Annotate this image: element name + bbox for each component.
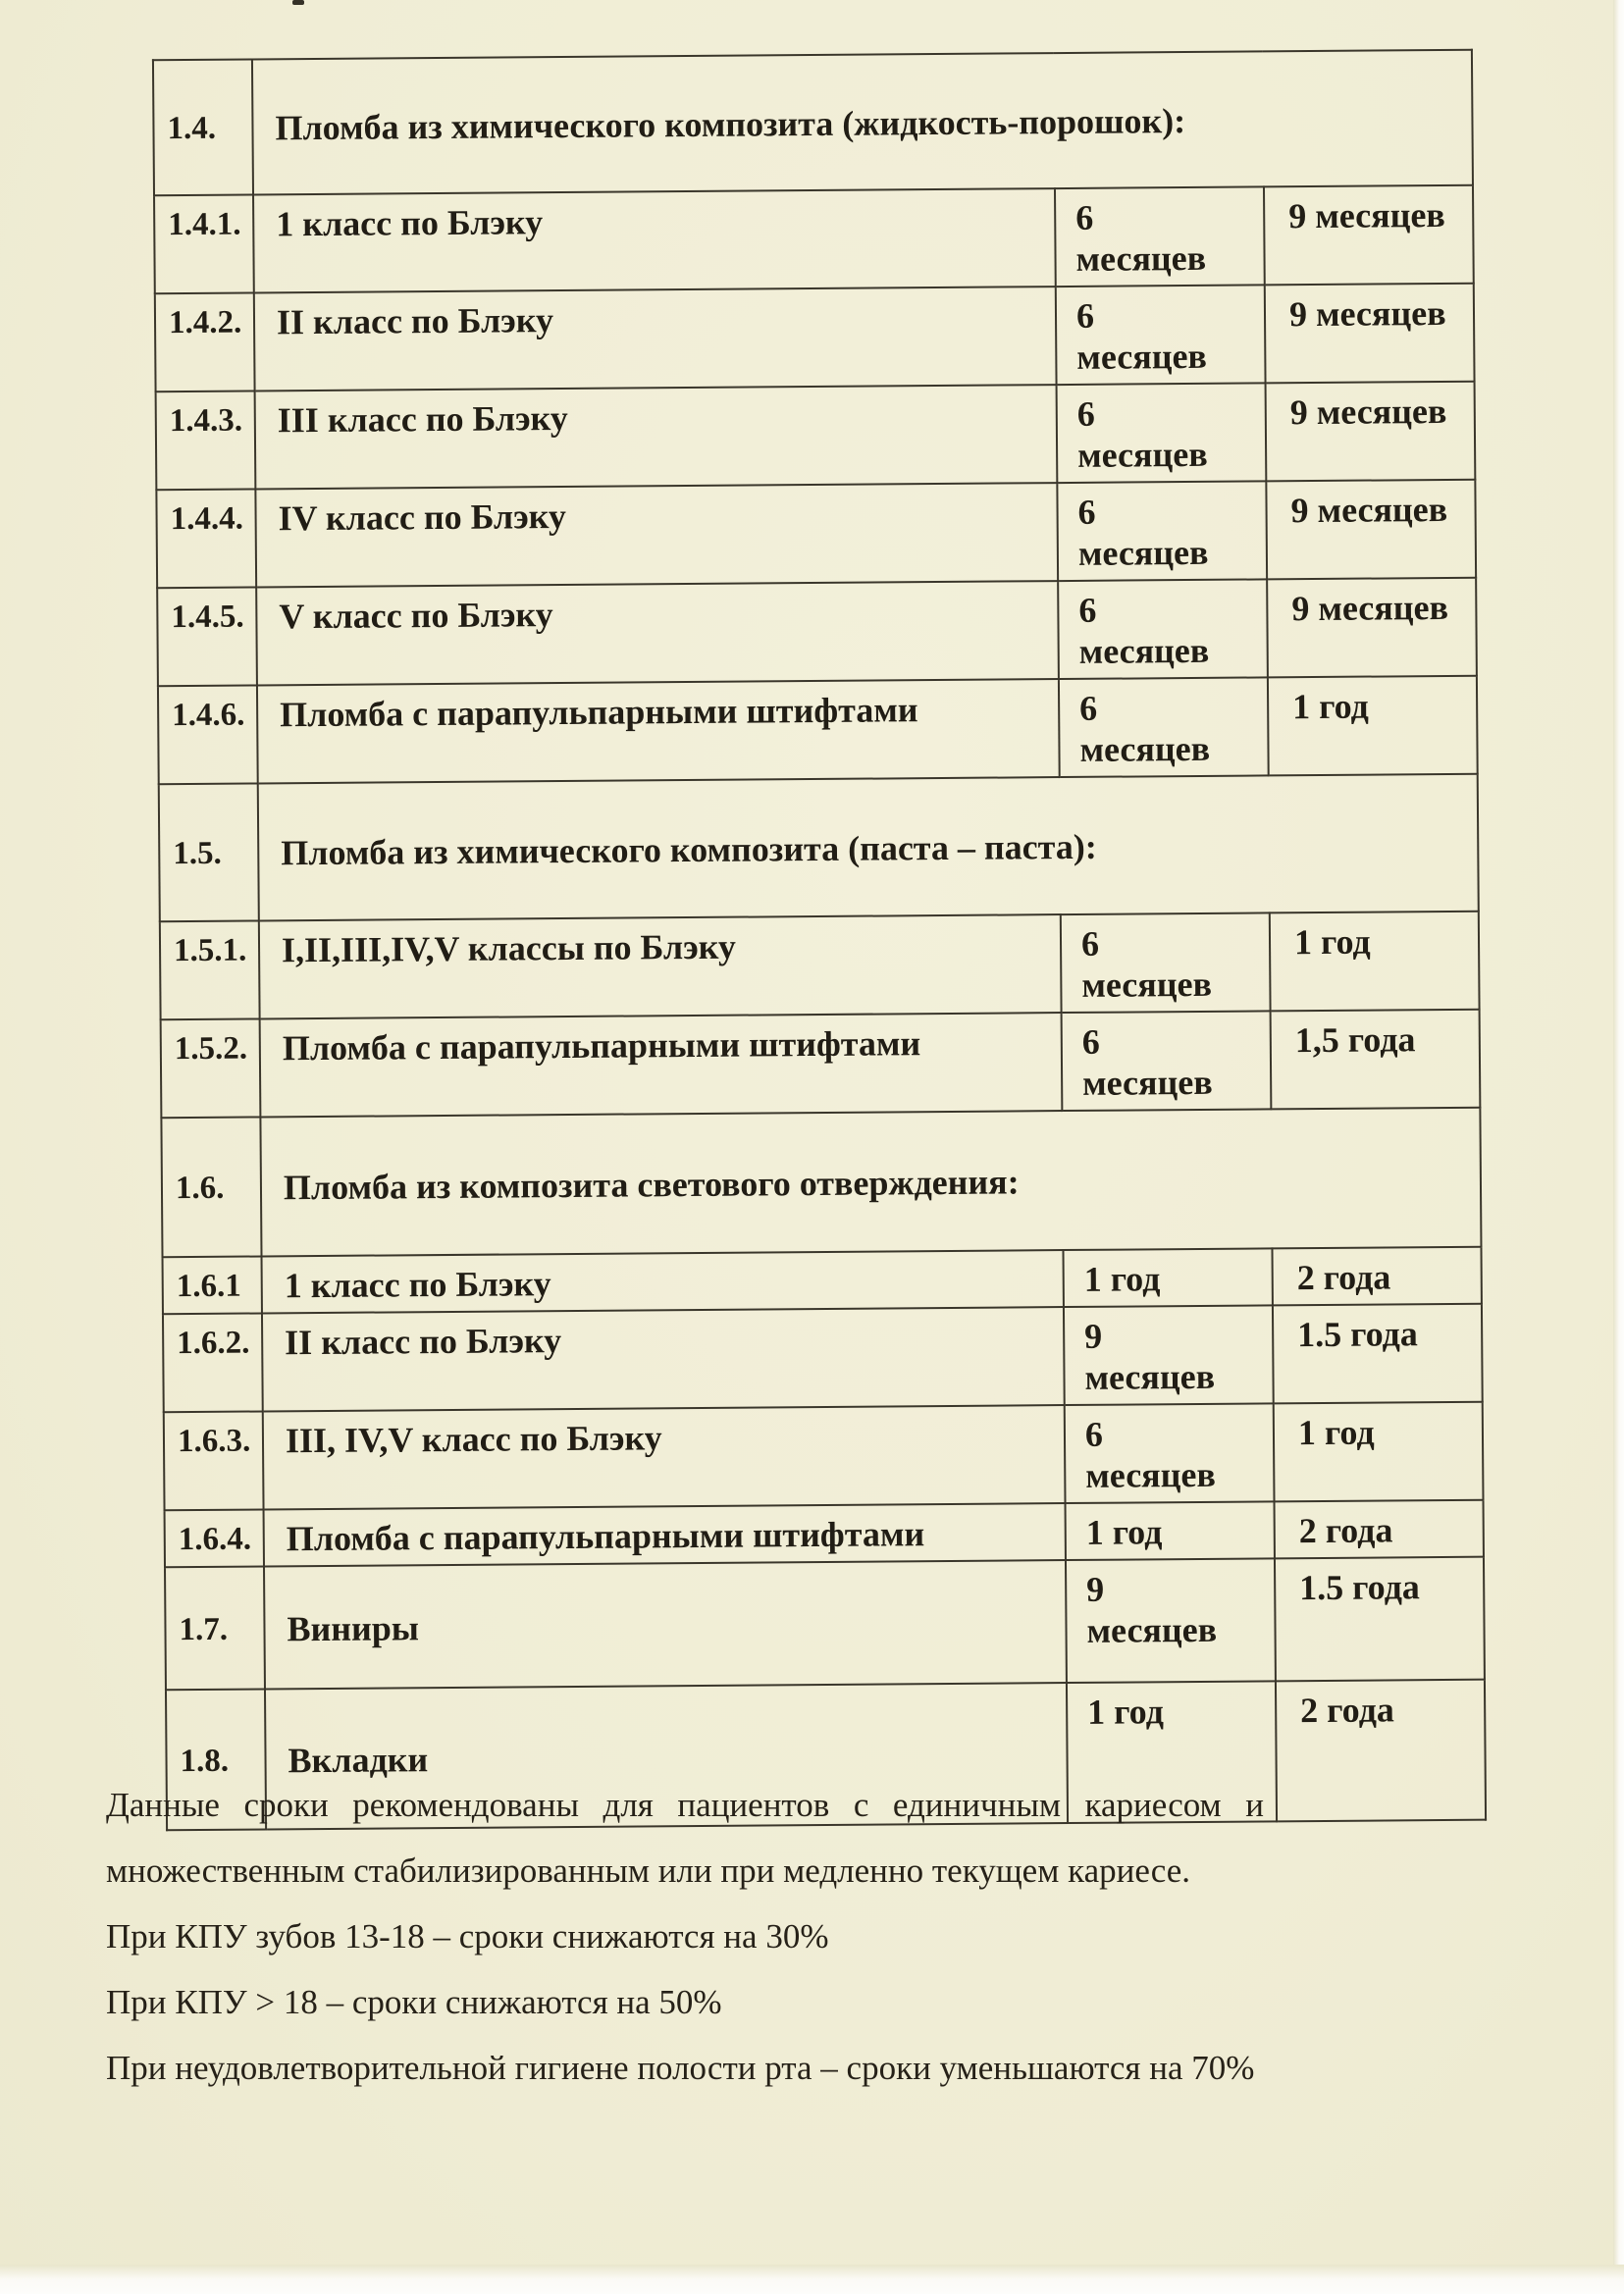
service-name-cell: 1 класс по Блэку xyxy=(262,1250,1064,1313)
service-name-cell: Пломба с парапульпарными штифтами xyxy=(264,1503,1066,1566)
warranty-table-body xyxy=(153,50,1486,1831)
table-row xyxy=(154,185,1474,294)
row-number-cell: 1.4.2. xyxy=(155,292,255,391)
row-number-cell: 1.6.1 xyxy=(163,1256,262,1314)
table-row xyxy=(163,1304,1483,1413)
row-number-cell: 1.5.2. xyxy=(161,1018,261,1118)
table-row xyxy=(155,284,1475,392)
warranty-period-cell: 9 месяцев xyxy=(1066,1558,1276,1683)
scanner-edge-right xyxy=(1613,0,1624,2294)
note-line-kpu-13-18: При КПУ зубов 13-18 – сроки снижаются на 30% xyxy=(106,1917,829,1955)
warranty-period-cell: 6 месяцев xyxy=(1062,1011,1272,1111)
table-row xyxy=(164,1402,1484,1511)
notes-paragraph: Данные сроки рекомендованы для пациентов с единичным кариесом и множественным стабилизированным или при медленно текущем кариесе. xyxy=(106,1786,1264,1890)
service-name-cell: Пломба из химического композита (паста – паста): xyxy=(258,774,1479,921)
service-life-cell: 1,5 года xyxy=(1271,1010,1481,1110)
warranty-period-cell: 6 месяцев xyxy=(1057,481,1267,581)
table-row xyxy=(160,912,1480,1020)
row-number-cell: 1.4.6. xyxy=(158,685,258,784)
service-name-cell: Пломба с парапульпарными штифтами xyxy=(257,679,1060,783)
table-row xyxy=(157,578,1477,687)
service-life-cell: 2 года xyxy=(1276,1680,1486,1822)
warranty-table xyxy=(152,49,1487,1832)
table-row xyxy=(156,382,1476,491)
warranty-period-cell: 9 месяцев xyxy=(1064,1305,1274,1405)
note-line-hygiene: При неудовлетворительной гигиене полости рта – сроки уменьшаются на 70% xyxy=(106,2049,1255,2087)
row-number-cell: 1.4. xyxy=(153,60,253,196)
warranty-period-cell: 6 месяцев xyxy=(1058,579,1268,679)
service-life-cell: 9 месяцев xyxy=(1267,578,1477,678)
service-name-cell: II класс по Блэку xyxy=(262,1307,1065,1411)
table-row xyxy=(163,1247,1482,1315)
note-line-kpu-over-18: При КПУ > 18 – сроки снижаются на 50% xyxy=(106,1983,722,2021)
section-row xyxy=(159,774,1479,922)
row-number-cell: 1.6. xyxy=(161,1117,261,1257)
warranty-table-wrapper xyxy=(152,49,1485,1832)
table-row xyxy=(161,1010,1481,1119)
scan-speck xyxy=(292,0,304,5)
service-name-cell: I,II,III,IV,V классы по Блэку xyxy=(259,914,1062,1018)
row-number-cell: 1.6.4. xyxy=(165,1509,264,1567)
table-row xyxy=(158,676,1478,785)
service-life-cell: 9 месяцев xyxy=(1264,185,1474,286)
row-number-cell: 1.4.5. xyxy=(157,587,257,686)
table-row xyxy=(156,480,1476,589)
row-number-cell: 1.8. xyxy=(166,1689,266,1830)
row-number-cell: 1.7. xyxy=(165,1566,265,1690)
service-name-cell: Вкладки xyxy=(265,1683,1068,1829)
row-number-cell: 1.4.3. xyxy=(156,391,256,490)
service-life-cell: 1 год xyxy=(1274,1402,1484,1502)
service-life-cell: 2 года xyxy=(1272,1247,1481,1306)
service-life-cell: 2 года xyxy=(1275,1500,1484,1559)
row-number-cell: 1.4.1. xyxy=(154,195,254,294)
warranty-period-cell: 6 месяцев xyxy=(1057,383,1267,483)
table-row xyxy=(165,1500,1484,1568)
service-life-cell: 9 месяцев xyxy=(1266,382,1476,482)
row-number-cell: 1.5. xyxy=(159,783,259,921)
table-row xyxy=(165,1557,1485,1691)
service-name-cell: 1 класс по Блэку xyxy=(253,188,1056,292)
warranty-period-cell: 1 год xyxy=(1066,1501,1275,1560)
service-life-cell: 1.5 года xyxy=(1273,1304,1483,1404)
notes-block xyxy=(106,1772,1531,2101)
warranty-period-cell: 6 месяцев xyxy=(1061,912,1271,1013)
section-row xyxy=(153,50,1473,196)
service-life-cell: 9 месяцев xyxy=(1266,480,1476,580)
service-life-cell: 9 месяцев xyxy=(1265,284,1475,384)
section-row xyxy=(161,1108,1481,1258)
service-name-cell: Виниры xyxy=(264,1560,1067,1689)
row-number-cell: 1.6.2. xyxy=(163,1313,263,1412)
warranty-period-cell: 6 месяцев xyxy=(1056,285,1266,385)
row-number-cell: 1.4.4. xyxy=(156,489,256,588)
service-name-cell: V класс по Блэку xyxy=(256,581,1059,685)
service-name-cell: Пломба из химического композита (жидкость-порошок): xyxy=(252,50,1473,195)
service-name-cell: IV класс по Блэку xyxy=(255,483,1058,587)
service-name-cell: Пломба с парапульпарными штифтами xyxy=(260,1013,1063,1117)
service-name-cell: II класс по Блэку xyxy=(254,287,1057,391)
service-name-cell: Пломба из композита светового отверждения: xyxy=(260,1108,1481,1257)
warranty-period-cell: 6 месяцев xyxy=(1055,186,1265,287)
service-name-cell: III класс по Блэку xyxy=(255,385,1058,489)
row-number-cell: 1.6.3. xyxy=(164,1411,264,1510)
scanner-edge-bottom xyxy=(0,2265,1624,2294)
warranty-period-cell: 6 месяцев xyxy=(1065,1403,1275,1503)
warranty-period-cell: 1 год xyxy=(1063,1248,1272,1307)
service-life-cell: 1 год xyxy=(1268,676,1478,776)
warranty-period-cell: 6 месяцев xyxy=(1059,677,1269,777)
warranty-period-cell: 1 год xyxy=(1067,1681,1277,1823)
service-life-cell: 1 год xyxy=(1270,912,1480,1012)
service-life-cell: 1.5 года xyxy=(1275,1557,1485,1682)
service-name-cell: III, IV,V класс по Блэку xyxy=(263,1405,1066,1509)
row-number-cell: 1.5.1. xyxy=(160,920,260,1019)
